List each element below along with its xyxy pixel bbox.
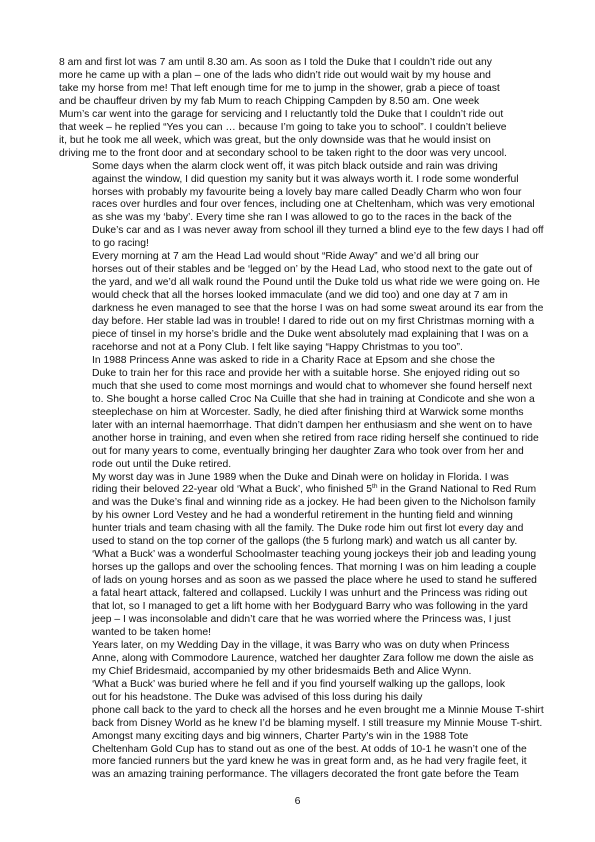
paragraph	[59, 354, 539, 472]
text-line: out for his headstone. The Duke was advised of this loss during his daily	[92, 691, 423, 703]
text-line: back from Disney World as he knew I’d be blaming myself. I still treasure my Minnie Mouse T-shirt.	[92, 717, 543, 729]
text-line: another horse in training, and even when she retired from race riding herself she continued to ride	[92, 432, 539, 444]
text-line: to go racing!	[92, 238, 149, 250]
text-line: by his owner Lord Vestey and he had a wonderful retirement in the hunting field and winning	[92, 510, 513, 522]
paragraph	[59, 678, 544, 731]
text-line: hunter trials and team chasing with all the family. The Duke rode him out first lot every day and	[92, 523, 524, 535]
text-line: phone call back to the yard to check all the horses and he even brought me a Minnie Mouse T-shirt	[92, 704, 544, 716]
text-line: driving me to the front door and at secondary school to be taken right to the door was very uncool.	[59, 147, 507, 159]
text-line: horses with probably my favourite being a lovely bay mare called Deadly Charm who won four	[92, 186, 522, 198]
text-line: later with an internal haemorrhage. That didn’t dampen her enthusiasm and she went on to have	[92, 419, 533, 431]
text-line: darkness he even managed to see that the horse I was on had some sweat around its ear from the	[92, 303, 544, 315]
text-line: of lads on young horses and as soon as we passed the place where he used to stand he suffered	[92, 575, 537, 587]
text-line: out for many years to come, eventually bringing her daughter Zara who took over from her and	[92, 445, 524, 457]
text-line: as she was my ‘baby’. Every time she ran I was allowed to go to the races in the back of the	[92, 212, 512, 224]
text-line: ‘What a Buck’ was buried where he fell and if you find yourself walking up the gallops, look	[92, 678, 506, 690]
text-line: Amongst many exciting days and big winners, Charter Party’s win in the 1988 Tote	[92, 730, 469, 742]
text-line: take my horse from me! That left enough time for me to jump in the shower, grab a piece of toast	[59, 82, 500, 94]
text-line: would check that all the horses looked immaculate (and we did too) and one day at 7 am in	[92, 290, 508, 302]
text-line: my Chief Bridesmaid, accompanied by my other bridesmaids Beth and Alice Wynn.	[92, 665, 472, 677]
paragraph	[59, 471, 537, 640]
text-line: and was the Duke’s final and winning ride as a jockey. He had been given to the Nicholson family	[92, 497, 536, 509]
text-line: more fancied runners but the yard knew he was in great form and, as he had very fragile feet, it	[92, 756, 527, 768]
text-line: the yard, and we’d all walk round the Pound until the Duke told us what ride we were going on. He	[92, 277, 540, 289]
text-line: Duke’s car and as I was never away from school ill they turned a blind eye to the few days I had off	[92, 225, 544, 237]
text-line: Years later, on my Wedding Day in the village, it was Barry who was on duty when Princess	[92, 639, 510, 651]
text-line: My worst day was in June 1989 when the Duke and Dinah were on holiday in Florida. I was	[92, 471, 509, 483]
paragraph	[59, 639, 534, 679]
body-text	[59, 57, 544, 782]
text-line: was an amazing training performance. The villagers decorated the front gate before the Team	[92, 769, 519, 781]
text-line: races over hurdles and four over fences, including one at Cheltenham, which was very emotional	[92, 199, 535, 211]
text-line: it, but he took me all week, which was great, but the only downside was that he would insist on	[59, 134, 491, 146]
paragraph	[59, 731, 531, 783]
text-line: Some days when the alarm clock went off, it was pitch black outside and rain was driving	[92, 160, 498, 172]
text-line: riding their beloved 22-year old ‘What a Buck’, who finished 5th in the Grand National to Red Rum	[92, 483, 537, 496]
text-line: rode out until the Duke retired.	[92, 458, 232, 470]
text-line: that lot, so I managed to get a lift home with her Bodyguard Barry who was following in the yard	[92, 601, 528, 613]
paragraph	[59, 160, 544, 252]
text-line: ‘What a Buck’ was a wonderful Schoolmaster teaching young jockeys their job and leading young	[92, 549, 537, 561]
text-line: steeplechase on him at Worcester. Sadly, he died after finishing third at Warwick some months	[92, 406, 524, 418]
text-line: In 1988 Princess Anne was asked to ride in a Charity Race at Epsom and she chose the	[92, 354, 496, 366]
text-line: 8 am and first lot was 7 am until 8.30 am. As soon as I told the Duke that I couldn’t ride out any	[59, 57, 492, 68]
paragraph	[59, 57, 531, 161]
text-line: against the window, I did question my sanity but it was always worth it. I rode some wonderful	[92, 173, 519, 185]
text-line: more he came up with a plan – one of the lads who didn’t ride out would wait by my house and	[59, 69, 491, 81]
text-line: Every morning at 7 am the Head Lad would shout “Ride Away” and we’d all bring our	[92, 251, 479, 263]
text-line: Cheltenham Gold Cup has to stand out as one of the best. At odds of 10-1 he wasn’t one of the	[92, 743, 527, 755]
text-line: jeep – I was inconsolable and didn’t care that he was worried where the Princess was, I just	[92, 613, 511, 625]
text-line: a fatal heart attack, faltered and collapsed. Luckily I was unhurt and the Princess was riding out	[92, 588, 528, 600]
text-line: wanted to be taken home!	[92, 626, 212, 638]
text-line: piece of tinsel in my horse’s bridle and the Duke went absolutely mad explaining that I was on a	[92, 329, 529, 341]
text-line: that week – he replied “Yes you can … because I’m going to take you to school”. I couldn’t believe	[59, 121, 507, 133]
text-line: used to stand on the top corner of the gallops (the 5 furlong mark) and watch us all canter by.	[92, 536, 518, 548]
page-number: 6	[294, 795, 301, 807]
text-line: much that she used to come most mornings and would chat to whomever she found herself next	[92, 380, 532, 392]
text-line: Anne, along with Commodore Laurence, watched her daughter Zara follow me down the aisle as	[92, 652, 534, 664]
text-line: Mum’s car went into the garage for servicing and I reluctantly told the Duke that I couldn’t ride out	[59, 108, 504, 120]
text-line: Duke to train her for this race and provide her with a suitable horse. She enjoyed riding out so	[92, 367, 520, 379]
text-line: to. She bought a horse called Croc Na Cuille that she had in training at Condicote and she won a	[92, 393, 535, 405]
superscript: th	[372, 483, 378, 491]
text-line: and be chauffeur driven by my fab Mum to reach Chipping Campden by 8.50 am. One week	[59, 95, 480, 107]
text-line: horses up the gallops and over the schooling fences. That morning I was on him leading a couple	[92, 562, 537, 574]
text-line: racehorse and not at a Pony Club. I felt like saying “Happy Christmas to you too”.	[92, 341, 463, 353]
text-line: day before. Her stable lad was in trouble! I dared to ride out on my first Christmas morning with a	[92, 316, 535, 328]
text-line: horses out of their stables and be ‘legged on’ by the Head Lad, who stood next to the gate out of	[92, 264, 533, 276]
paragraph	[59, 251, 544, 355]
